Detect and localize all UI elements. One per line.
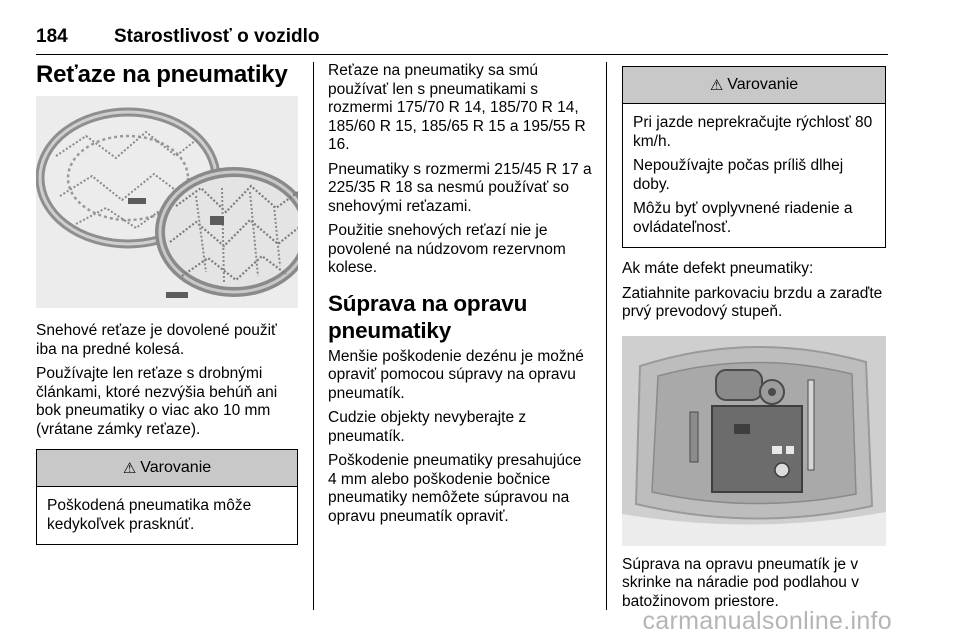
caption: Súprava na opravu pneumatík je v skrinke na náradie pod podlahou v batožinovom priestore. [622, 555, 859, 610]
chapter-title: Starostlivosť o vozidlo [114, 26, 320, 47]
warning-text: Poškodená pneumatika môže kedykoľvek prasknúť. [47, 497, 252, 533]
warning-title: Varovanie [727, 76, 799, 93]
paragraph: Pneumatiky s rozmermi 215/45 R 17 a 225/35 R 18 sa nesmú používať so snehovými reťazami. [328, 160, 592, 215]
column-right [622, 62, 886, 617]
column-divider [313, 62, 314, 610]
tire-chains-illustration [36, 96, 298, 308]
warning-triangle-icon: ⚠ [122, 460, 137, 478]
warning-box [622, 66, 886, 248]
column-left [36, 62, 298, 545]
paragraph: Zatiahnite parkovaciu brzdu a zaraďte prvý prevodový stupeň. [622, 284, 883, 320]
section-title-tire-chains: Reťaze na pneumatiky [36, 61, 288, 88]
warning-header [623, 67, 885, 104]
warning-text: Môžu byť ovplyvnené riadenie a ovládateľnosť. [633, 200, 853, 236]
warning-title: Varovanie [140, 459, 212, 477]
watermark: carmanualsonline.info [642, 607, 892, 635]
page-header [36, 26, 888, 55]
repair-kit-illustration [622, 336, 886, 546]
section-title-repair-kit: Súprava na opravu pneumatiky [328, 290, 528, 343]
column-middle [328, 62, 592, 532]
paragraph: Reťaze na pneumatiky sa smú používať len s pneumatikami s rozmermi 175/70 R 14, 185/70 R 14, 185/60 R 15, 185/65 R 15 a 195/55 R 16. [328, 62, 586, 153]
warning-header [37, 450, 297, 487]
warning-box [36, 449, 298, 545]
warning-triangle-icon: ⚠ [709, 77, 724, 94]
repair-kit-image [622, 336, 886, 546]
warning-text: Nepoužívajte počas príliš dlhej doby. [633, 157, 844, 193]
paragraph: Ak máte defekt pneumatiky: [622, 260, 814, 277]
warning-body [623, 104, 885, 247]
paragraph: Použitie snehových reťazí nie je povolené na núdzovom rezervnom kolese. [328, 222, 566, 276]
warning-text: Pri jazde neprekračujte rýchlosť 80 km/h. [633, 114, 873, 150]
tire-chains-image [36, 96, 298, 308]
paragraph: Snehové reťaze je dovolené použiť iba na predné kolesá. [36, 322, 277, 358]
page-number: 184 [36, 26, 68, 47]
column-divider [606, 62, 607, 610]
paragraph: Používajte len reťaze s drobnými článkami, ktoré nezvýšia behúň ani bok pneumatiky o viac ako 10 mm (vrátane zámky reťaze). [36, 365, 278, 438]
paragraph: Cudzie objekty nevyberajte z pneumatík. [328, 409, 527, 445]
warning-body [37, 487, 297, 544]
paragraph: Poškodenie pneumatiky presahujúce 4 mm alebo poškodenie bočnice pneumatiky nemôžete súpravou na opravu pneumatík opraviť. [328, 452, 582, 525]
paragraph: Menšie poškodenie dezénu je možné opraviť pomocou súpravy na opravu pneumatík. [328, 347, 584, 402]
